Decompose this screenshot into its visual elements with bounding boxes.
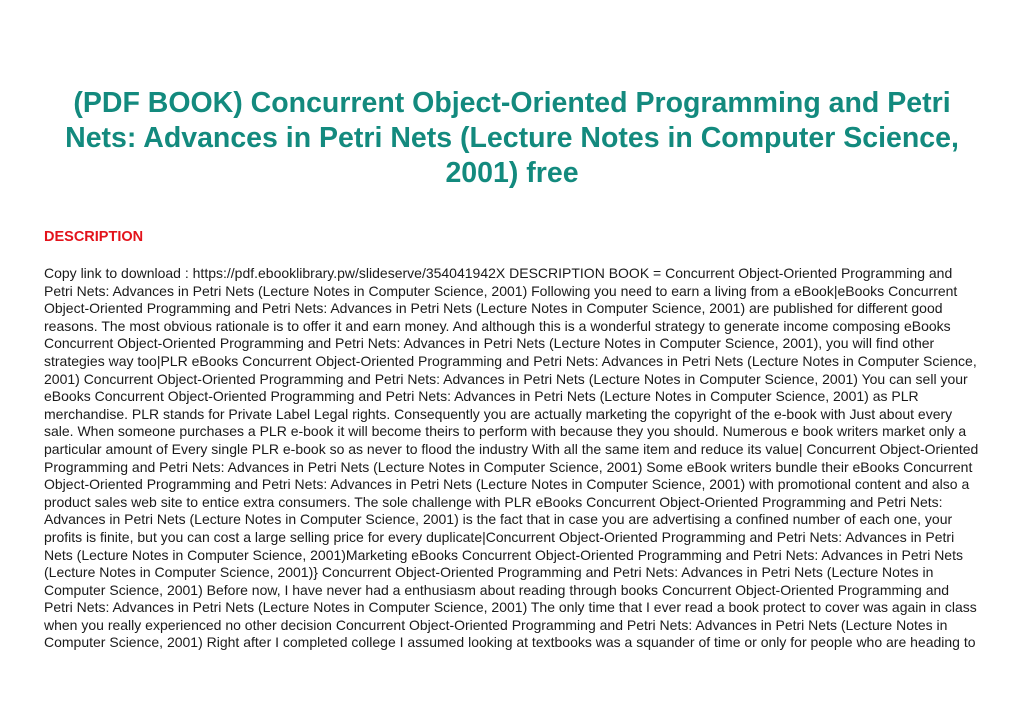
description-heading: DESCRIPTION <box>44 229 144 245</box>
document-title: (PDF BOOK) Concurrent Object-Oriented Programming and Petri Nets: Advances in Petri Nets (Lecture Notes in Computer Science, 2001) free <box>65 87 959 189</box>
description-body: Copy link to download : https://pdf.ebooklibrary.pw/slideserve/354041942X DESCRIPTION BOOK = Concurrent Object-Oriented Programming and Petri Nets: Advances in Petri Nets (Lecture Notes in Computer Science, 2001) Following you need to earn a living from a eBook|eBooks Concurrent Object-Oriented Programming and Petri Nets: Advances in Petri Nets (Lecture Notes in Computer Science, 2001) are published for different good reasons. The most obvious rationale is to offer it and earn money. And although this is a wonderful strategy to generate income composing eBooks Concurrent Object-Oriented Programming and Petri Nets: Advances in Petri Nets (Lecture Notes in Computer Science, 2001), you will find other strategies way too|PLR eBooks Concurrent Object-Oriented Programming and Petri Nets: Advances in Petri Nets (Lecture Notes in Computer Science, 2001) Concurrent Object-Oriented Programming and Petri Nets: Advances in Petri Nets (Lecture Notes in Computer Science, 2001) You can sell your eBooks Concurrent Object-Oriented Programming and Petri Nets: Advances in Petri Nets (Lecture Notes in Computer Science, 2001) as PLR merchandise. PLR stands for Private Label Legal rights. Consequently you are actually marketing the copyright of the e-book with Just about every sale. When someone purchases a PLR e-book it will become theirs to perform with because they you should. Numerous e book writers market only a particular amount of Every single PLR e-book so as never to flood the industry With all the same item and reduce its value| Concurrent Object-Oriented Programming and Petri Nets: Advances in Petri Nets (Lecture Notes in Computer Science, 2001) Some eBook writers bundle their eBooks Concurrent Object-Oriented Programming and Petri Nets: Advances in Petri Nets (Lecture Notes in Computer Science, 2001) with promotional content and also a product sales web site to entice extra consumers. The sole challenge with PLR eBooks Concurrent Object-Oriented Programming and Petri Nets: Advances in Petri Nets (Lecture Notes in Computer Science, 2001) is the fact that in case you are advertising a confined number of each one, your profits is finite, but you can cost a large selling price for every duplicate|Concurrent Object-Oriented Programming and Petri Nets: Advances in Petri Nets (Lecture Notes in Computer Science, 2001)Marketing eBooks Concurrent Object-Oriented Programming and Petri Nets: Advances in Petri Nets (Lecture Notes in Computer Science, 2001)} Concurrent Object-Oriented Programming and Petri Nets: Advances in Petri Nets (Lecture Notes in Computer Science, 2001) Before now, I have never had a enthusiasm about reading through books Concurrent Object-Oriented Programming and Petri Nets: Advances in Petri Nets (Lecture Notes in Computer Science, 2001) The only time that I ever read a book protect to cover was again in class when you really experienced no other decision Concurrent Object-Oriented Programming and Petri Nets: Advances in Petri Nets (Lecture Notes in Computer Science, 2001) Right after I completed college I assumed looking at textbooks was a squander of time or only for people who are heading to <box>44 265 979 651</box>
